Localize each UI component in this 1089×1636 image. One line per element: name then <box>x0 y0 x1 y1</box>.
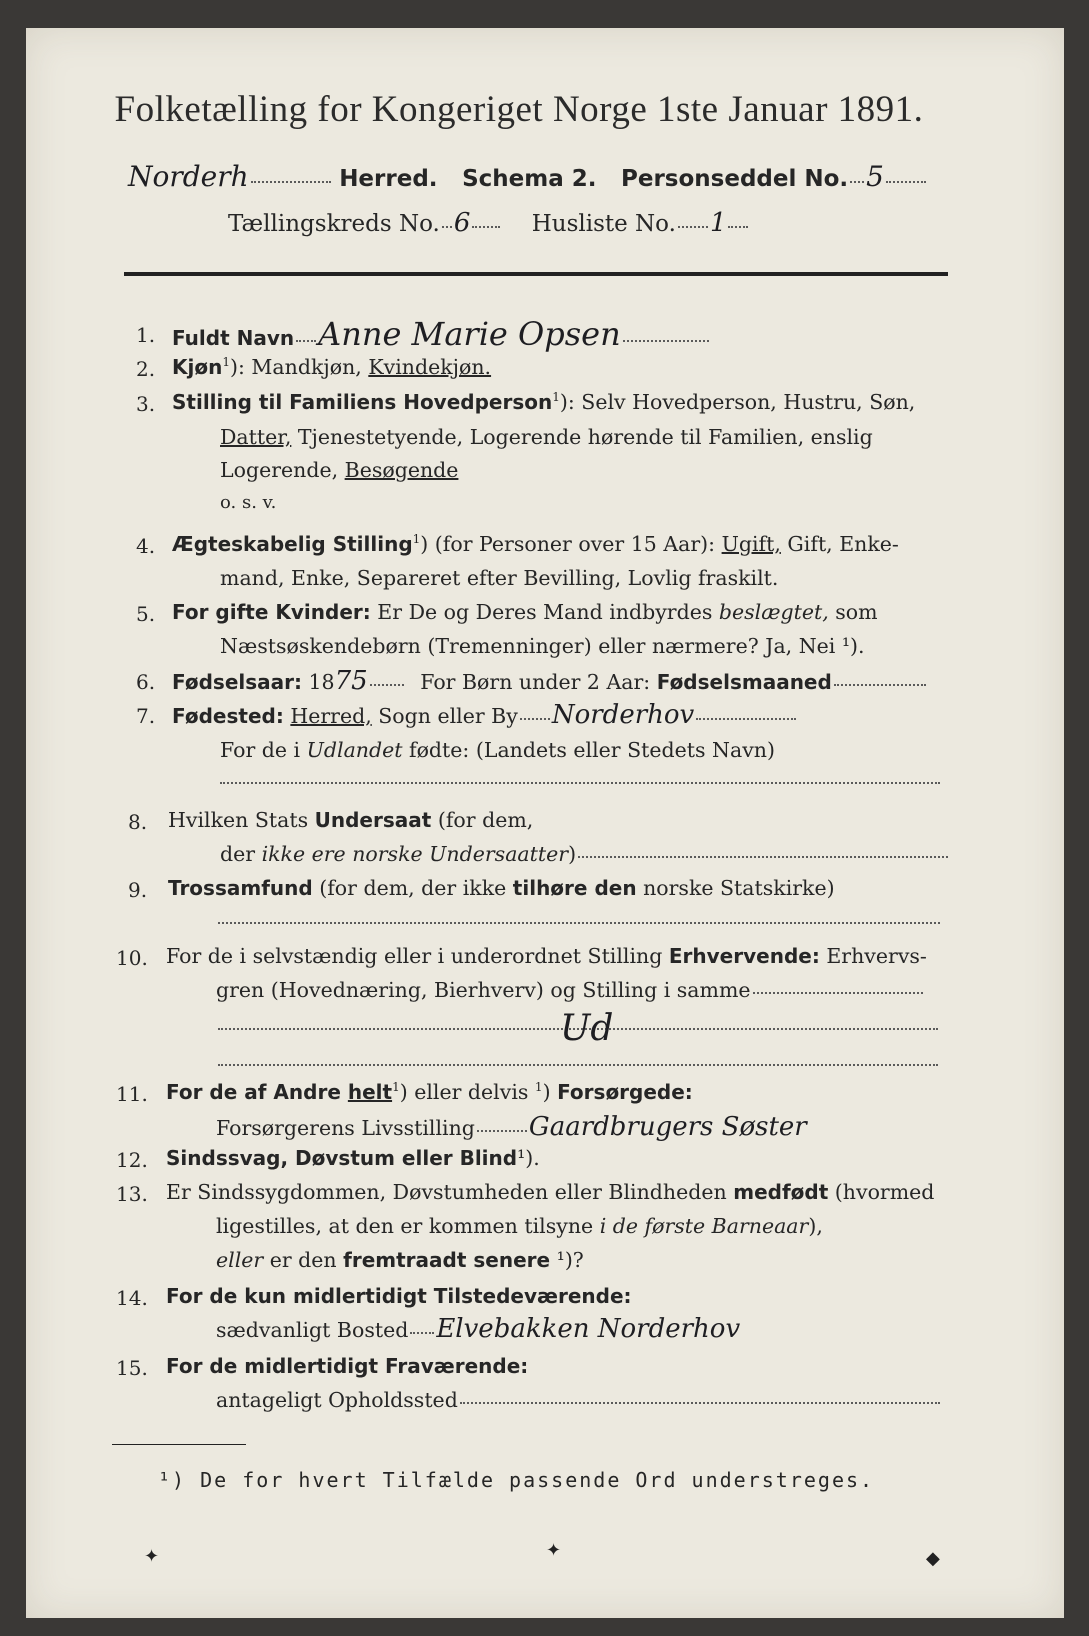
q3-line1 <box>172 390 915 414</box>
q13-text1c: (hvormed <box>828 1180 935 1204</box>
herred-line <box>128 160 928 193</box>
q14-line2 <box>216 1314 740 1344</box>
decorative-mark-icon: ◆ <box>926 1548 940 1569</box>
q8-number: 8. <box>128 810 148 834</box>
q11-text2: Forsørgerens Livsstilling <box>216 1116 475 1140</box>
q1-line <box>172 315 711 353</box>
q3-sup: 1 <box>552 390 560 405</box>
header-rule <box>124 272 948 276</box>
q8-text-a: Hvilken Stats <box>168 808 315 832</box>
q10-erhvervende: Erhvervende: <box>668 944 820 968</box>
q8-line2 <box>220 842 950 866</box>
q14-number: 14. <box>116 1286 148 1310</box>
q14-text2: sædvanligt Bosted <box>216 1318 409 1342</box>
schema-label: Schema 2. <box>462 166 597 192</box>
q13-text1a: Er Sindssygdommen, Døvstumheden eller Blindheden <box>166 1180 734 1204</box>
q2-label: Kjøn <box>172 355 223 379</box>
q14-handwritten: Elvebakken Norderhov <box>436 1314 741 1344</box>
q2-line <box>172 355 491 379</box>
q15-line2 <box>216 1388 942 1412</box>
q11-handwritten: Gaardbrugers Søster <box>528 1112 807 1142</box>
q3-number: 3. <box>136 392 156 416</box>
q11-sup2: 1 <box>534 1080 543 1095</box>
q13-line1 <box>166 1180 934 1204</box>
q8-text1: (for dem, <box>431 808 534 832</box>
q15-number: 15. <box>116 1356 148 1380</box>
q10-line1 <box>166 944 927 968</box>
q5-text2: Næstsøskendebørn (Tremenninger) eller nærmere? Ja, Nei ¹). <box>220 634 865 658</box>
q10-number: 10. <box>116 946 148 970</box>
q3-osv: o. s. v. <box>220 492 277 513</box>
q13-line3 <box>216 1248 584 1272</box>
q9-line <box>168 876 835 900</box>
q6-label: Fødselsaar: <box>172 670 302 694</box>
q10-text1a: For de i selvstændig eller i underordnet Stilling <box>166 944 669 968</box>
q5-text1c: som <box>828 600 878 624</box>
q8-label: Undersaat <box>314 808 432 832</box>
q11-label-a: For de af Andre <box>166 1080 348 1104</box>
q10-line2 <box>216 978 925 1002</box>
q6-label2: Fødselsmaaned <box>656 670 832 694</box>
q3-line2 <box>220 425 873 449</box>
q14-label: For de kun midlertidigt Tilstedeværende: <box>166 1284 632 1308</box>
q1-handwritten-name: Anne Marie Opsen <box>318 315 621 353</box>
q6-number: 6. <box>136 670 156 694</box>
q9-blank-line <box>218 922 940 924</box>
q1-number: 1. <box>136 323 156 347</box>
q3-text2: Tjenestetyende, Logerende hørende til Familien, enslig <box>291 425 873 449</box>
q15-label: For de midlertidigt Fraværende: <box>166 1354 529 1378</box>
q7-text2a: For de i <box>220 738 307 762</box>
q4-label: Ægteskabelig Stilling <box>172 532 413 556</box>
q11-text-b: ) <box>542 1080 558 1104</box>
q10-text1c: Erhvervs- <box>819 944 927 968</box>
q4-number: 4. <box>136 534 156 558</box>
q13-text2a: ligestilles, at den er kommen tilsyne <box>216 1214 600 1238</box>
q5-number: 5. <box>136 602 156 626</box>
q5-label-b: gifte Kvinder: <box>215 600 371 624</box>
herred-label: Herred. <box>339 166 438 192</box>
q6-text: For Børn under 2 Aar: <box>420 670 657 694</box>
q11-line1 <box>166 1080 693 1104</box>
kreds-line <box>228 208 750 238</box>
q8-paren: ) <box>568 842 577 866</box>
q3-text3: Logerende, <box>220 458 345 482</box>
q9-number: 9. <box>128 878 148 902</box>
footnote: ¹) De for hvert Tilfælde passende Ord understreges. <box>158 1468 875 1492</box>
q11-number: 11. <box>116 1082 148 1106</box>
q3-line3 <box>220 458 458 482</box>
q8-der: der <box>220 842 262 866</box>
q8-italic: ikke ere norske Undersaatter <box>261 842 569 866</box>
decorative-star-icon: ✦ <box>144 1546 160 1567</box>
taellingskreds-label: Tællingskreds No. <box>228 211 440 237</box>
personseddel-label: Personseddel No. <box>621 166 849 192</box>
q7-line2 <box>220 738 775 762</box>
q12-number: 12. <box>116 1148 148 1172</box>
q13-text2c: ), <box>808 1214 823 1238</box>
q5-label-a: For <box>172 600 216 624</box>
q6-text-18: 18 <box>302 670 335 694</box>
q11-label-c: Forsørgede: <box>557 1080 693 1104</box>
herred-handwritten: Norderh <box>128 160 249 193</box>
q13-medfodt: medfødt <box>733 1180 829 1204</box>
q4-sup: 1 <box>412 532 421 547</box>
q6-handwritten-year: 75 <box>334 666 368 696</box>
q7-herred: Herred, <box>290 704 372 728</box>
q3-text1: ): Selv Hovedperson, Hustru, Søn, <box>559 390 916 414</box>
q13-number: 13. <box>116 1182 148 1206</box>
q9-text-a: (for dem, der ikke <box>312 876 513 900</box>
q7-udlandet: Udlandet <box>306 738 403 762</box>
decorative-star-icon: ✦ <box>546 1540 562 1561</box>
q11-sup1: 1 <box>392 1080 400 1095</box>
q2-kvindekjon: Kvindekjøn. <box>368 355 492 379</box>
personseddel-handwritten: 5 <box>866 160 884 193</box>
husliste-label: Husliste No. <box>531 211 676 237</box>
q13-text3d: ¹)? <box>550 1248 584 1272</box>
q11-line2 <box>216 1112 807 1142</box>
q10-handwritten: Ud <box>560 1008 614 1049</box>
q3-besogende: Besøgende <box>344 458 459 482</box>
q7-text2c: fødte: (Landets eller Stedets Navn) <box>402 738 775 762</box>
q7-label: Fødested: <box>172 704 284 728</box>
q6-line <box>172 666 928 696</box>
q7-text: Sogn eller By <box>371 704 518 728</box>
q5-text1: Er De og Deres Mand indbyrdes <box>370 600 719 624</box>
taellingskreds-handwritten: 6 <box>453 208 471 238</box>
husliste-handwritten: 1 <box>709 208 727 238</box>
q8-line1 <box>168 808 533 832</box>
form-title: Folketælling for Kongeriget Norge 1ste Januar 1891. <box>114 89 924 130</box>
footnote-rule <box>112 1444 246 1445</box>
q11-text-a: ) eller delvis <box>399 1080 535 1104</box>
q4-text1: ) (for Personer over 15 Aar): <box>420 532 722 556</box>
q15-line1 <box>166 1354 528 1378</box>
q3-label: Stilling til Familiens Hovedperson <box>172 390 553 414</box>
q10-text2: gren (Hovednæring, Bierhverv) og Stilling i samme <box>216 978 751 1002</box>
q5-line1 <box>172 600 878 624</box>
q15-text2: antageligt Opholdssted <box>216 1388 458 1412</box>
q1-label: Fuldt Navn <box>172 326 295 350</box>
q7-line1 <box>172 700 798 730</box>
q7-number: 7. <box>136 704 156 728</box>
q9-text-b: tilhøre den <box>512 876 637 900</box>
q12-line <box>166 1146 540 1170</box>
q9-text-c: norske Statskirke) <box>636 876 835 900</box>
q13-barneaar: i de første Barneaar <box>599 1214 809 1238</box>
q13-text3b: er den <box>263 1248 344 1272</box>
q12-text: ¹). <box>517 1146 540 1170</box>
q9-label: Trossamfund <box>168 876 313 900</box>
q2-number: 2. <box>136 357 156 381</box>
q4-text1c: Gift, Enke- <box>780 532 899 556</box>
q14-line1 <box>166 1284 632 1308</box>
q13-eller: eller <box>216 1248 264 1272</box>
q7-handwritten-place: Norderhov <box>551 700 695 730</box>
q3-datter: Datter, <box>220 425 292 449</box>
q4-ugift: Ugift, <box>721 532 781 556</box>
q2-sup: 1 <box>222 355 230 370</box>
q10-blank-line2 <box>218 1064 938 1066</box>
q5-beslaegtet: beslægtet, <box>718 600 829 624</box>
q13-fremtraadt: fremtraadt senere <box>343 1248 551 1272</box>
q4-line1 <box>172 532 899 556</box>
q7-blank-line <box>220 782 940 784</box>
q2-text: ): Mandkjøn, <box>229 355 369 379</box>
q13-line2 <box>216 1214 823 1238</box>
q11-helt: helt <box>347 1080 393 1104</box>
q12-label: Sindssvag, Døvstum eller Blind <box>166 1146 518 1170</box>
q4-text2: mand, Enke, Separeret efter Bevilling, Lovlig fraskilt. <box>220 566 779 590</box>
